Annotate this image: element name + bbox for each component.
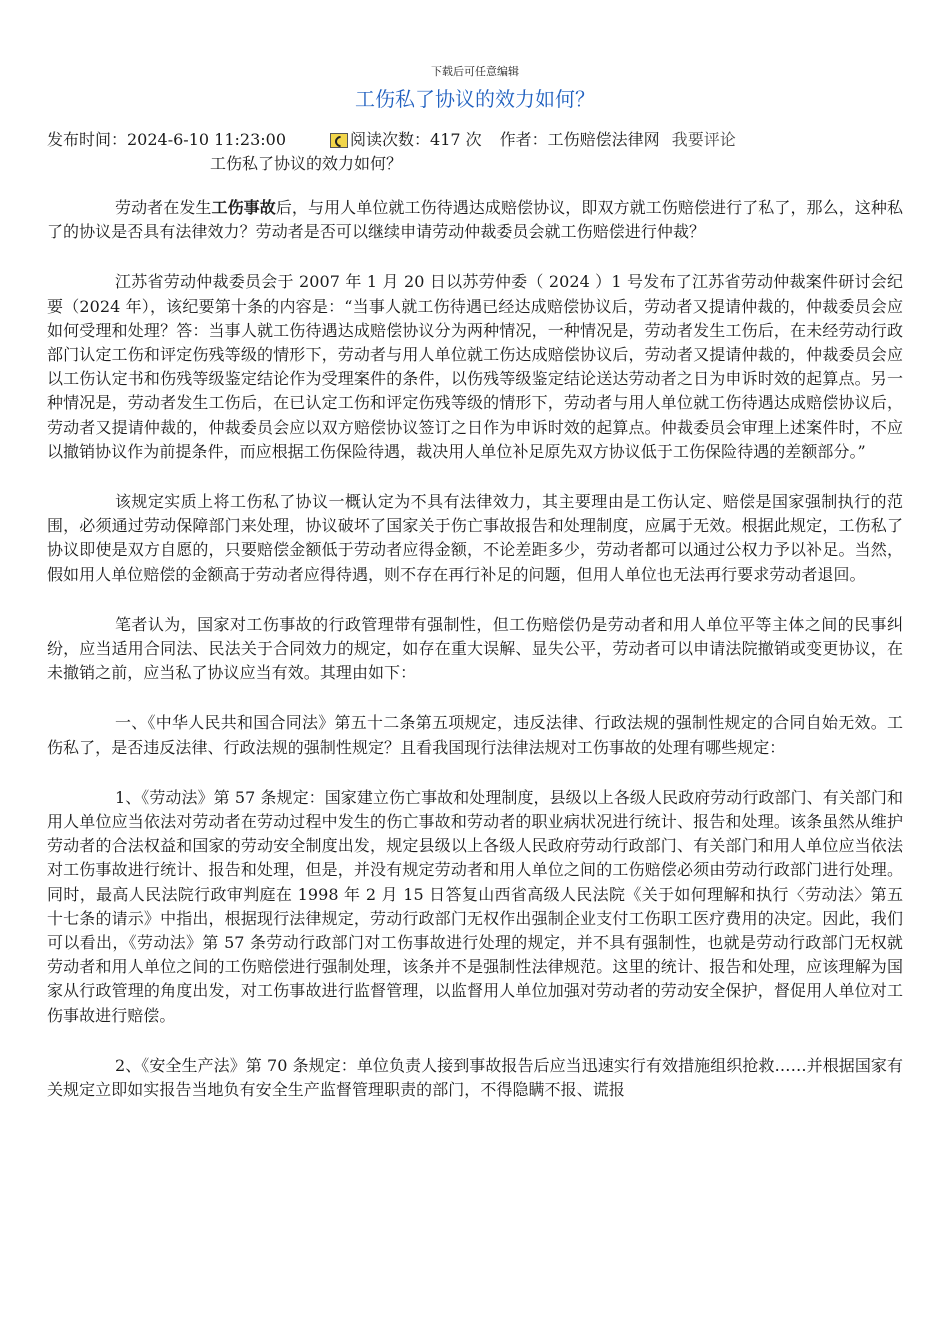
comment-link[interactable]: 我要评论 <box>671 130 736 149</box>
paragraph-4: 笔者认为，国家对工伤事故的行政管理带有强制性，但工伤赔偿仍是劳动者和用人单位平等主体之间的民事纠纷，应当适用合同法、民法关于合同效力的规定，如存在重大误解、显失公平，劳动者可以申请法院撤销或变更协议，在未撤销之前，应当私了协议应当有效。其理由如下： <box>47 614 903 683</box>
paragraph-6: 1、《劳动法》第 57 条规定：国家建立伤亡事故和处理制度，县级以上各级人民政府劳动行政部门、有关部门和用人单位应当依法对劳动者在劳动过程中发生的伤亡事故和劳动者的职业病状况进行统计、报告和处理。该条虽然从维护劳动者的合法权益和国家的劳动安全制度出发，规定县级以上各级人民政府劳动行政部门、有关部门和用人单位应当依法对工伤事故进行统计、报告和处理，但是，并没有规定劳动者和用人单位之间的工伤赔偿必须由劳动行政部门进行处理。同时，最高人民法院行政审判庭在 1998 年 2 月 15 日答复山西省高级人民法院《关于如何理解和执行〈劳动法〉第五十七条的请示》中指出，根据现行法律规定，劳动行政部门无权作出强制企业支付工伤职工医疗费用的决定。因此，我们可以看出，《劳动法》第 57 条劳动行政部门对工伤事故进行处理的规定，并不具有强制性，也就是劳动行政部门无权就劳动者和用人单位之间的工伤赔偿进行强制处理，该条并不是强制性法律规范。这里的统计、报告和处理，应该理解为国家从行政管理的角度出发，对工伤事故进行监督管理，以监督用人单位加强对劳动者的劳动安全保护，督促用人单位对工伤事故进行赔偿。 <box>47 787 903 1025</box>
document-title: 工伤私了协议的效力如何？ <box>355 87 595 111</box>
read-count: 阅读次数：417 次 <box>350 130 482 149</box>
article-meta <box>47 128 903 152</box>
author: 作者：工伤赔偿法律网 <box>499 130 660 149</box>
article-subtitle: 工伤私了协议的效力如何？ <box>210 154 403 173</box>
document-page <box>47 64 903 1128</box>
paragraph-1-post: 后，与用人单位就工伤待遇达成赔偿协议，即双方就工伤赔偿进行了私了，那么，这种私了的协议是否具有法律效力？劳动者是否可以继续申请劳动仲裁委员会就工伤赔偿进行仲裁？ <box>47 198 903 242</box>
paragraph-3: 该规定实质上将工伤私了协议一概认定为不具有法律效力，其主要理由是工伤认定、赔偿是国家强制执行的范围，必须通过劳动保障部门来处理，协议破坏了国家关于伤亡事故报告和处理制度，应属于无效。根据此规定，工伤私了协议即使是双方自愿的，只要赔偿金额低于劳动者应得金额，不论差距多少，劳动者都可以通过公权力予以补足。当然，假如用人单位赔偿的金额高于劳动者应得待遇，则不存在再行补足的问题，但用人单位也无法再行要求劳动者退回。 <box>47 492 903 584</box>
paragraph-1 <box>47 196 903 244</box>
paragraph-1-pre: 劳动者在发生 <box>115 198 212 217</box>
reader-icon <box>330 133 348 148</box>
publish-time: 发布时间：2024-6-10 11:23:00 <box>47 130 287 149</box>
keyword-link[interactable]: 工伤事故 <box>211 198 276 217</box>
paragraph-2: 江苏省劳动仲裁委员会于 2007 年 1 月 20 日以苏劳仲委（ 2024 ）1 号发布了江苏省劳动仲裁案件研讨会纪要（2024 年），该纪要第十条的内容是：“当事人就工伤待遇已经达成赔偿协议后，劳动者又提请仲裁的，仲裁委员会应如何受理和处理？答：当事人就工伤待遇达成赔偿协议分为两种情况，一种情况是，劳动者发生工伤后，在未经劳动行政部门认定工伤和评定伤残等级的情形下，劳动者与用人单位就工伤达成赔偿协议后，劳动者又提请仲裁的，仲裁委员会应以工伤认定书和伤残等级鉴定结论作为受理案件的条件，以伤残等级鉴定结论送达劳动者之日为申诉时效的起算点。另一种情况是，劳动者发生工伤后，在已认定工伤和评定伤残等级的情形下，劳动者与用人单位就工伤待遇达成赔偿协议后，劳动者又提请仲裁的，仲裁委员会应以双方赔偿协议签订之日作为申诉时效的起算点。仲裁委员会审理上述案件时，不应以撤销协议作为前提条件，而应根据工伤保险待遇，裁决用人单位补足原先双方协议低于工伤保险待遇的差额部分。” <box>47 272 903 461</box>
paragraph-5: 一、《中华人民共和国合同法》第五十二条第五项规定，违反法律、行政法规的强制性规定的合同自始无效。工伤私了，是否违反法律、行政法规的强制性规定？且看我国现行法律法规对工伤事故的处理有哪些规定： <box>47 713 903 757</box>
top-note: 下载后可任意编辑 <box>431 65 519 78</box>
paragraph-7: 2、《安全生产法》第 70 条规定：单位负责人接到事故报告后应当迅速实行有效措施组织抢救……并根据国家有关规定立即如实报告当地负有安全生产监督管理职责的部门，不得隐瞒不报、谎报 <box>47 1055 903 1100</box>
